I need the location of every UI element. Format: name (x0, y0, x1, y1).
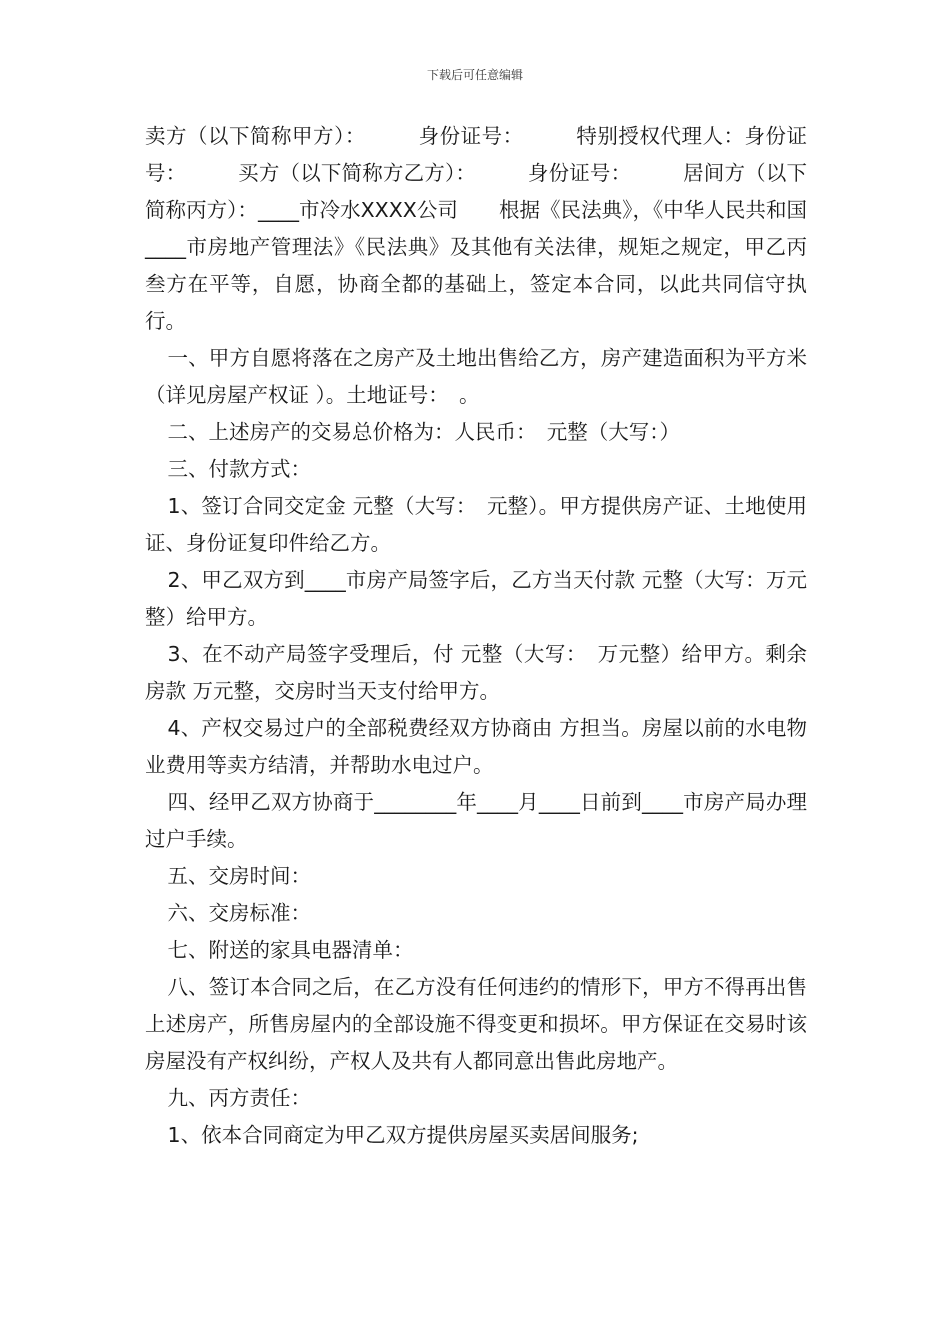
clause-4: 四、经甲乙双方协商于________年____月____日前到____市房产局办理过户手续。 (145, 790, 807, 851)
intro-paragraph: 卖方（以下简称甲方）： 身份证号： 特别授权代理人：身份证号： 买方（以下简称方乙方）： 身份证号： 居间方（以下简称丙方）：____市冷水XXXX公司 根据《民法典》，《中华人民共和国____市房地产管理法》《民法典》及其他有关法律，规矩之规定，甲乙丙叁方在平等，自愿，协商全都的基础上，签定本合同，以此共同信守执行。 (145, 124, 807, 333)
clause-3-item-4: 4、产权交易过户的全部税费经双方协商由 方担当。房屋以前的水电物业费用等卖方结清，并帮助水电过户。 (145, 716, 807, 777)
clause-5: 五、交房时间： (167, 864, 312, 888)
clause-9-item-1: 1、依本合同商定为甲乙双方提供房屋买卖居间服务; (167, 1123, 639, 1147)
clause-3-item-2: 2、甲乙双方到____市房产局签字后，乙方当天付款 元整（大写：万元整）给甲方。 (145, 568, 807, 629)
contract-body (145, 118, 807, 1154)
header-note: 下载后可任意编辑 (426, 68, 523, 82)
clause-3-item-1: 1、签订合同交定金 元整（大写： 元整）。甲方提供房产证、土地使用证、身份证复印件给乙方。 (145, 494, 807, 555)
clause-1: 一、甲方自愿将落在之房产及土地出售给乙方，房产建造面积为平方米（详见房屋产权证 ）。土地证号： 。 (145, 346, 807, 407)
clause-9: 九、丙方责任： (167, 1086, 312, 1110)
clause-8: 八、签订本合同之后，在乙方没有任何违约的情形下，甲方不得再出售上述房产，所售房屋内的全部设施不得变更和损坏。甲方保证在交易时该房屋没有产权纠纷，产权人及共有人都同意出售此房地产。 (145, 975, 807, 1073)
clause-7: 七、附送的家具电器清单： (167, 938, 414, 962)
clause-2: 二、上述房产的交易总价格为：人民币： 元整（大写：） (167, 420, 681, 444)
clause-3: 三、付款方式： (167, 457, 312, 481)
clause-6: 六、交房标准： (167, 901, 312, 925)
clause-3-item-3: 3、在不动产局签字受理后，付 元整（大写： 万元整）给甲方。剩余房款 万元整，交房时当天支付给甲方。 (145, 642, 807, 703)
